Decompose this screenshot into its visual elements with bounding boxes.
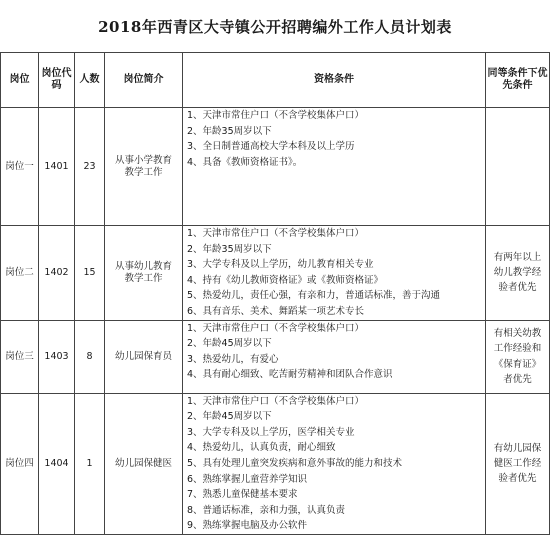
condition-line: 3、大学专科及以上学历，幼儿教育相关专业 — [187, 259, 374, 271]
post-cell: 岗位一 — [1, 108, 39, 226]
header-post: 岗位 — [1, 53, 39, 108]
conditions-cell — [183, 320, 486, 393]
condition-line: 2、年龄45周岁以下 — [187, 338, 272, 350]
condition-line: 2、年龄35周岁以下 — [187, 125, 272, 137]
condition-line: 6、熟练掌握儿童营养学知识 — [187, 473, 308, 485]
header-count: 人数 — [75, 53, 105, 108]
page-title: 2018年西青区大寺镇公开招聘编外工作人员计划表 — [98, 17, 452, 36]
condition-line: 2、年龄35周岁以下 — [187, 243, 272, 255]
condition-line: 1、天津市常住户口（不含学校集体户口） — [187, 228, 365, 239]
preference-cell: 有幼儿园保健医工作经验者优先 — [486, 393, 550, 534]
post-cell: 岗位三 — [1, 320, 39, 393]
header-preference: 同等条件下优先条件 — [486, 53, 550, 108]
condition-line: 4、具有耐心细致、吃苦耐劳精神和团队合作意识 — [187, 369, 393, 381]
condition-line: 1、天津市常住户口（不含学校集体户口） — [187, 322, 365, 334]
preference-cell: 有相关幼教工作经验和《保育证》者优先 — [486, 320, 550, 393]
preference-cell — [486, 108, 550, 226]
table-header-row — [1, 53, 550, 108]
count-cell: 1 — [75, 393, 105, 534]
condition-line: 5、具有处理儿童突发疾病和意外事故的能力和技术 — [187, 457, 403, 469]
code-cell: 1402 — [39, 226, 75, 321]
count-cell: 8 — [75, 320, 105, 393]
condition-line: 3、热爱幼儿，有爱心 — [187, 353, 279, 365]
condition-line: 4、持有《幼儿教师资格证》或《教师资格证》 — [187, 274, 384, 286]
intro-cell: 幼儿园保育员 — [105, 320, 183, 393]
condition-line: 1、天津市常住户口（不含学校集体户口） — [187, 110, 365, 121]
table-row — [1, 108, 550, 226]
code-cell: 1401 — [39, 108, 75, 226]
condition-line: 7、熟悉儿童保健基本要求 — [187, 489, 298, 501]
header-intro: 岗位简介 — [105, 53, 183, 108]
count-cell: 23 — [75, 108, 105, 226]
condition-line: 4、具备《教师资格证书》。 — [187, 156, 303, 168]
intro-cell: 从事幼儿教育教学工作 — [105, 226, 183, 321]
code-cell: 1404 — [39, 393, 75, 534]
preference-cell: 有两年以上幼儿教学经验者优先 — [486, 226, 550, 321]
condition-line: 1、天津市常住户口（不含学校集体户口） — [187, 395, 365, 407]
intro-cell: 幼儿园保健医 — [105, 393, 183, 534]
condition-line: 3、全日制普通高校大学本科及以上学历 — [187, 141, 355, 153]
table-row — [1, 320, 550, 393]
header-conditions: 资格条件 — [183, 53, 486, 108]
conditions-cell — [183, 108, 486, 226]
condition-line: 4、热爱幼儿，认真负责，耐心细致 — [187, 442, 336, 454]
condition-line: 3、大学专科及以上学历，医学相关专业 — [187, 426, 355, 438]
count-cell: 15 — [75, 226, 105, 321]
conditions-cell — [183, 226, 486, 321]
recruitment-table — [0, 52, 550, 535]
post-cell: 岗位四 — [1, 393, 39, 534]
condition-line: 9、熟练掌握电脑及办公软件 — [187, 520, 308, 532]
table-row — [1, 226, 550, 321]
table-row — [1, 393, 550, 534]
condition-line: 8、普通话标准，亲和力强，认真负责 — [187, 504, 346, 516]
code-cell: 1403 — [39, 320, 75, 393]
header-code: 岗位代码 — [39, 53, 75, 108]
intro-cell: 从事小学教育教学工作 — [105, 108, 183, 226]
condition-line: 2、年龄45周岁以下 — [187, 411, 272, 423]
post-cell: 岗位二 — [1, 226, 39, 321]
condition-line: 6、具有音乐、美术、舞蹈某一项艺术专长 — [187, 305, 365, 317]
condition-line: 5、热爱幼儿，责任心强，有亲和力，普通话标准，善于沟通 — [187, 290, 441, 302]
conditions-cell — [183, 393, 486, 534]
